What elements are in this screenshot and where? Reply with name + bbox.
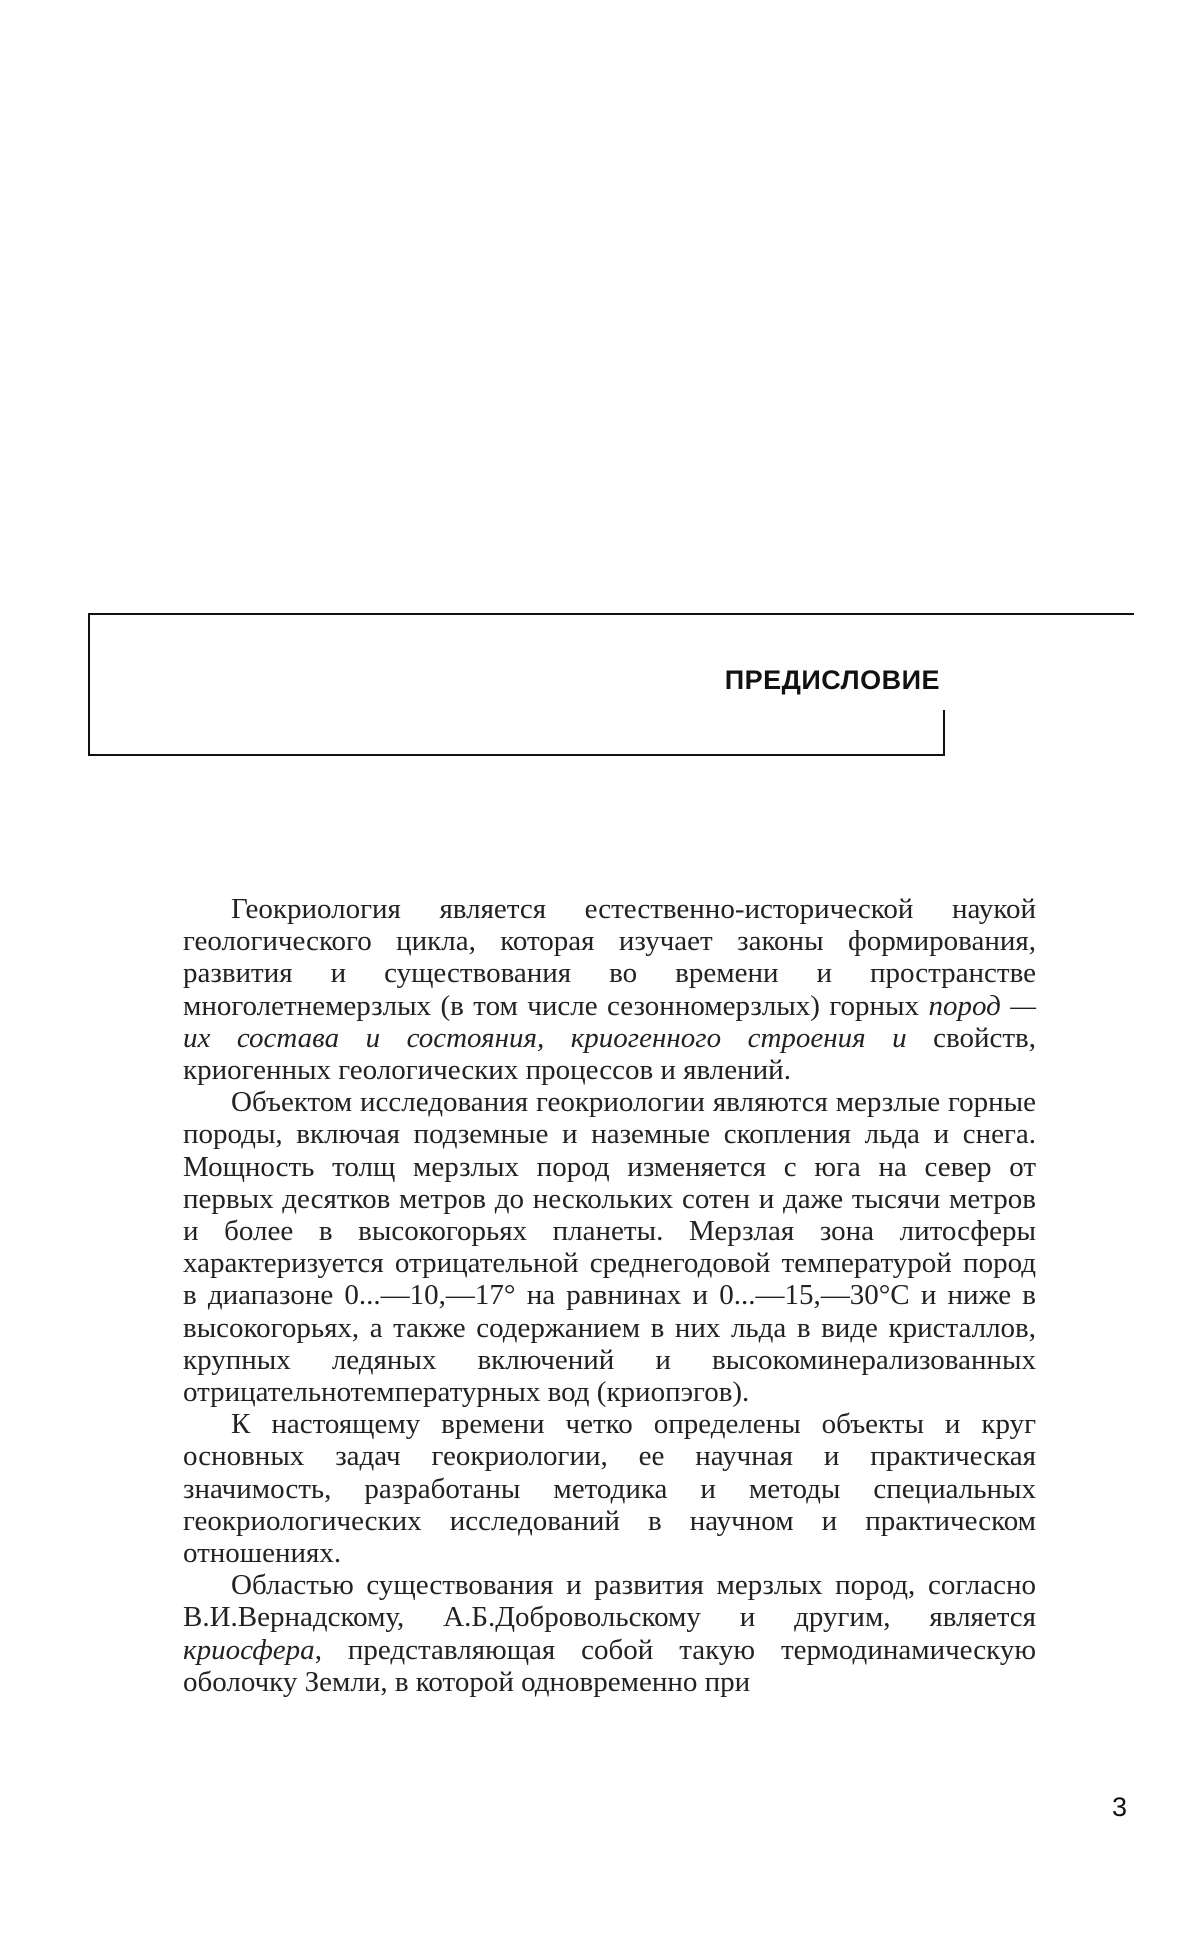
paragraph-text: свойств, криогенных геологических процессов и явлений. xyxy=(183,1021,1036,1087)
paragraph-text: , представляющая собой такую термодинамическую оболочку Земли, в которой одновременно при xyxy=(183,1633,1036,1698)
heading-frame-bottom-rule xyxy=(88,754,945,756)
heading-frame-top-rule xyxy=(88,613,1134,615)
heading-frame-right-rule xyxy=(943,710,945,755)
body-text xyxy=(183,893,1036,1698)
page-number: 3 xyxy=(1112,1792,1128,1822)
paragraph xyxy=(183,1086,1036,1408)
paragraph-text: Объектом исследования геокриологии являются мерзлые горные породы, включая подземные и наземные скопления льда и снега. Мощность толщ мерзлых пород изменяется с юга на север от первых десятков метров до нескольких сотен и даже тысячи метров и более в высокогорьях планеты. Мерзлая зона литосферы характеризуется отрицательной среднегодовой температурой пород в диапазоне 0...—10,—17° на равнинах и 0...—15,—30°С и ниже в высокогорьях, а также содержанием в них льда в виде кристаллов, крупных ледяных включений и высокоминерализованных отрицательнотемпературных вод (криопэгов). xyxy=(183,1086,1036,1409)
paragraph xyxy=(183,1408,1036,1569)
paragraph-text: К настоящему времени четко определены объекты и круг основных задач геокриологии, ее научная и практическая значимость, разработаны методика и методы специальных геокриологических исследований в научном и практическом отношениях. xyxy=(183,1408,1036,1570)
paragraph-text: Областью существования и развития мерзлых пород, согласно В.И.Вернадскому, А.Б.Добровольскому и другим, является xyxy=(183,1569,1036,1634)
chapter-title: ПРЕДИСЛОВИЕ xyxy=(724,665,940,695)
paragraph-italic-text: пород — их состава и состояния, криогенного строения и xyxy=(183,989,1036,1054)
paragraph-text: Геокриология является естественно-исторической наукой геологического цикла, которая изучает законы формирования, развития и существования во времени и пространстве многолетнемерзлых (в том числе сезонномерзлых) горных xyxy=(183,893,1036,1022)
paragraph-italic-text: криосфера xyxy=(183,1633,315,1666)
paragraph xyxy=(183,1569,1036,1698)
paragraph xyxy=(183,893,1036,1086)
heading-frame-left-rule xyxy=(88,613,90,755)
